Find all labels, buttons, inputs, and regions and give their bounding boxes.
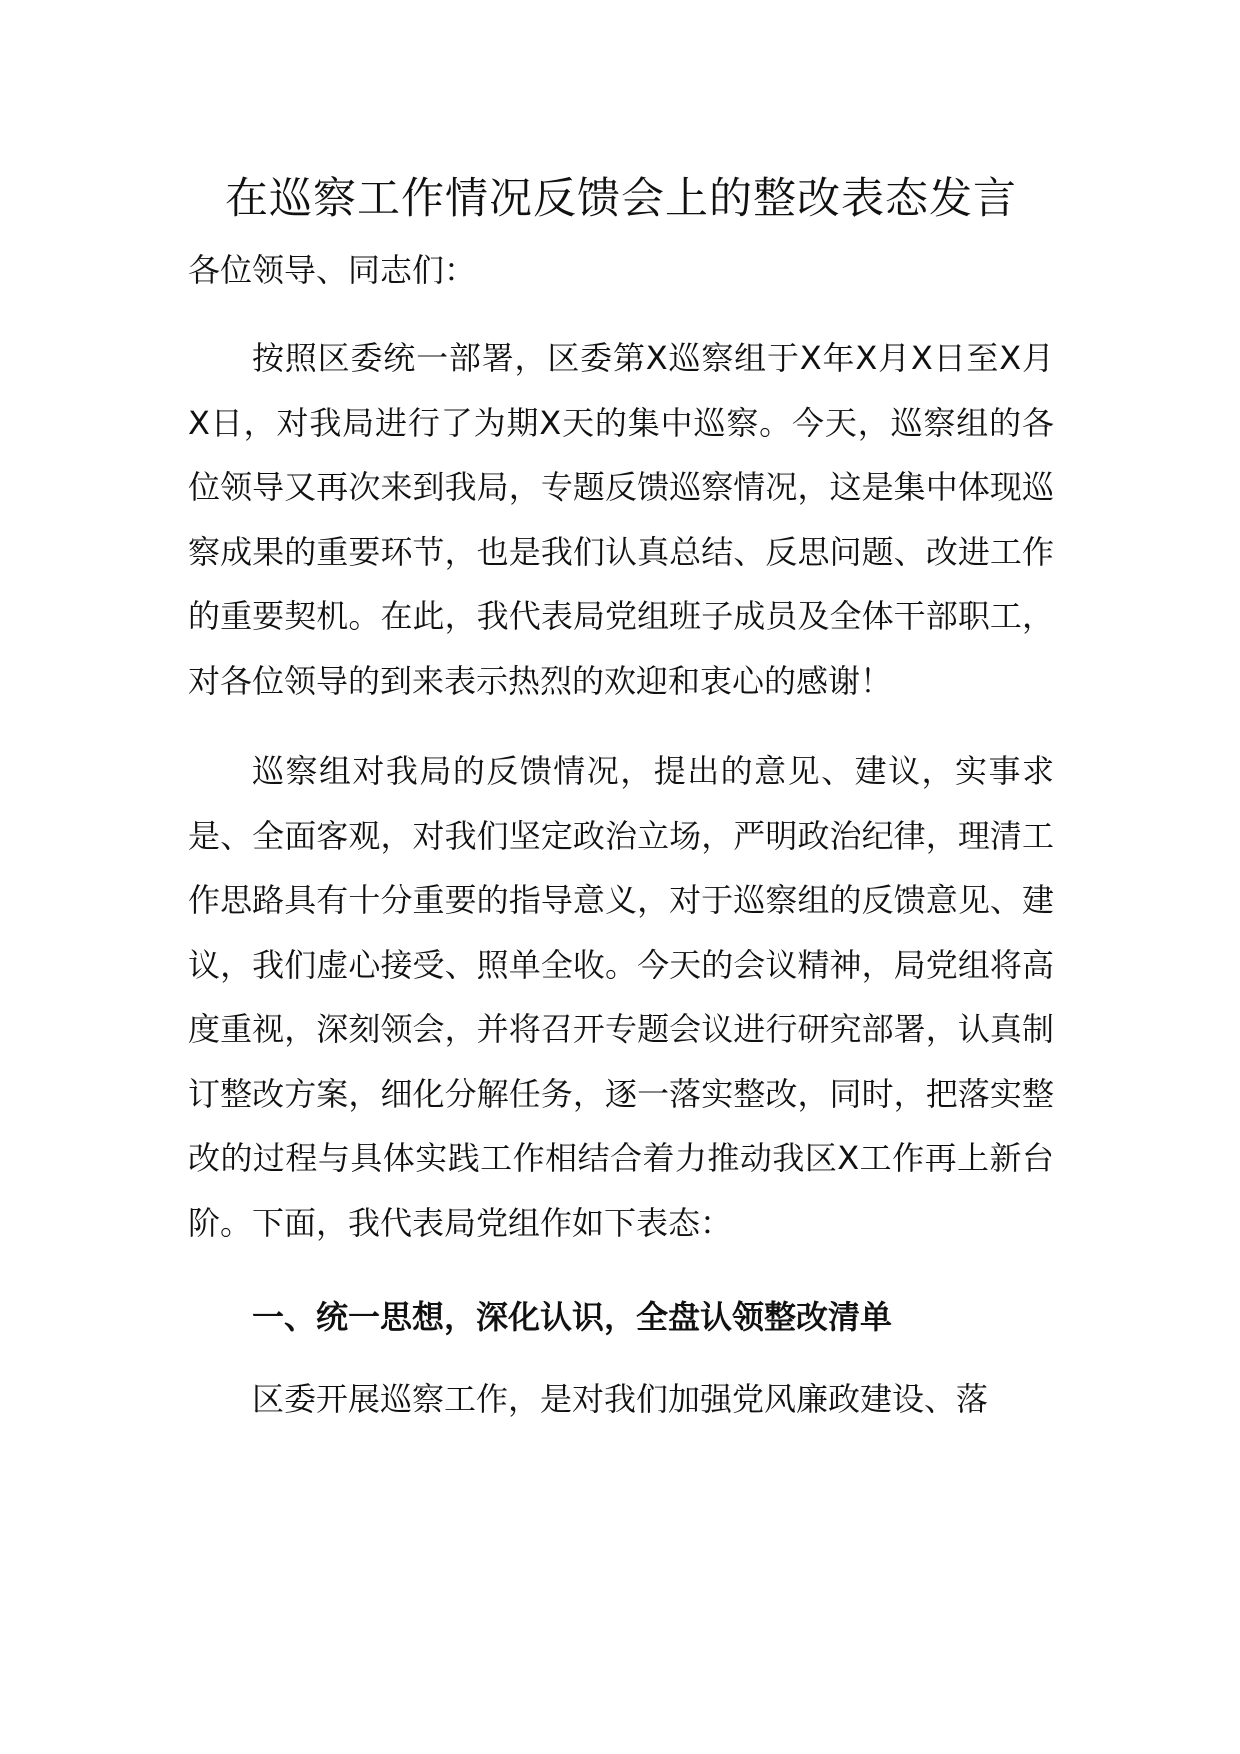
salutation: 各位领导、同志们：: [188, 251, 477, 289]
paragraph-1: 按照区委统一部署，区委第X巡察组于X年X月X日至X月X日，对我局进行了为期X天的集中巡察。今天，巡察组的各位领导又再次来到我局，专题反馈巡察情况，这是集中体现巡察成果的重要环节，也是我们认真总结、反思问题、改进工作的重要契机。在此，我代表局党组班子成员及全体干部职工，对各位领导的到来表示热烈的欢迎和衷心的感谢！: [188, 339, 1054, 700]
document-title: 在巡察工作情况反馈会上的整改表态发言: [225, 174, 1017, 224]
document-body: [188, 168, 1054, 1432]
paragraph-2: 巡察组对我局的反馈情况，提出的意见、建议，实事求是、全面客观，对我们坚定政治立场，严明政治纪律，理清工作思路具有十分重要的指导意义，对于巡察组的反馈意见、建议，我们虚心接受、照单全收。今天的会议精神，局党组将高度重视，深刻领会，并将召开专题会议进行研究部署，认真制订整改方案，细化分解任务，逐一落实整改，同时，把落实整改的过程与具体实践工作相结合着力推动我区X工作再上新台阶。下面，我代表局党组作如下表态：: [188, 752, 1054, 1242]
paragraph-3: 区委开展巡察工作，是对我们加强党风廉政建设、落: [252, 1380, 989, 1418]
section-heading-1: 一、统一思想，深化认识，全盘认领整改清单: [252, 1298, 893, 1336]
